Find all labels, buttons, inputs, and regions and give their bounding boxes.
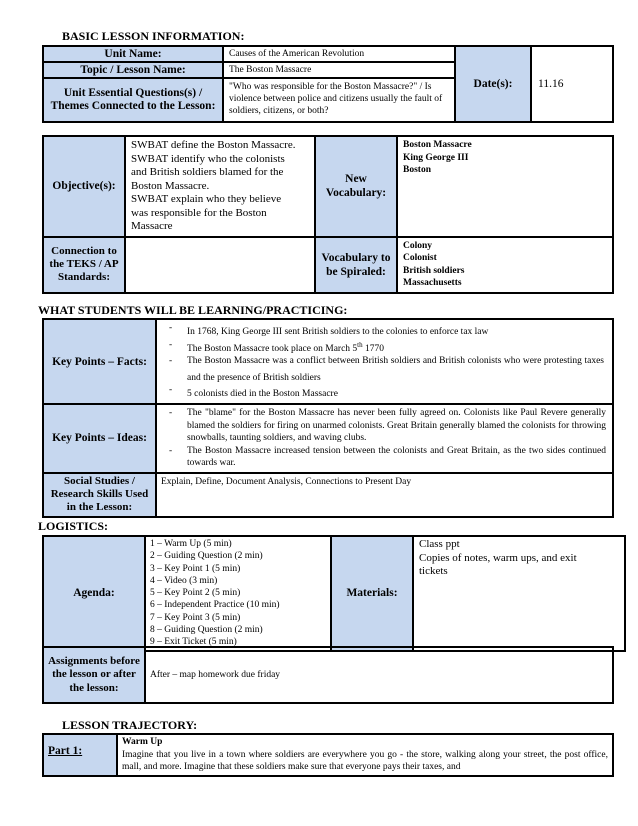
agenda-label: Agenda: (43, 536, 145, 651)
topic-value: The Boston Massacre (223, 62, 455, 78)
basic-info-table (42, 45, 614, 123)
skills-label: Social Studies / Research Skills Used in the Lesson: (43, 473, 156, 517)
fact-item: - 5 colonists died in the Boston Massacre (187, 384, 604, 401)
objective-line: SWBAT identify who the colonists (131, 152, 285, 165)
agenda-list (145, 536, 331, 651)
fact-item: - In 1768, King George III sent British soldiers to the colonies to enforce tax law (187, 322, 604, 339)
objective-line: and British soldiers blamed for the (131, 166, 284, 178)
part-1-content (117, 734, 613, 776)
topic-label: Topic / Lesson Name: (43, 62, 223, 78)
learning-heading: WHAT STUDENTS WILL BE LEARNING/PRACTICING: (38, 303, 348, 317)
objective-line: Massacre (131, 220, 173, 232)
materials-line: Class ppt (419, 538, 460, 550)
objective-line: SWBAT explain who they believe (131, 193, 282, 205)
part-1-label: Part 1: (48, 745, 83, 757)
agenda-item: 7 – Key Point 3 (5 min) (150, 612, 241, 623)
date-label: Date(s): (455, 46, 531, 122)
vocab-item: King George III (403, 152, 469, 163)
fact-item: - The Boston Massacre was a conflict between British soldiers and British colonists who were protesting taxes and the presence of British soldiers (187, 355, 604, 384)
materials-line: tickets (419, 565, 448, 577)
objective-line: SWBAT define the Boston Massacre. (131, 139, 296, 151)
teks-value (125, 237, 315, 293)
assignments-table (42, 646, 614, 704)
objective-label: Objective(s): (43, 136, 125, 237)
agenda-item: 3 – Key Point 1 (5 min) (150, 563, 241, 574)
date-value: 11.16 (531, 46, 613, 122)
agenda-item: 9 – Exit Ticket (5 min) (150, 637, 237, 648)
agenda-item: 2 – Guiding Question (2 min) (150, 551, 263, 562)
warm-up-text: Imagine that you live in a town where soldiers are everywhere you go - the store, walking along your street, the post office, mall, and more. Imagine that these soldiers make sure that everyone pays their taxes, and (122, 749, 608, 772)
new-vocab-label: New Vocabulary: (315, 136, 397, 237)
objective-line: was responsible for the Boston (131, 206, 267, 219)
basic-info-heading: BASIC LESSON INFORMATION: (62, 29, 245, 43)
facts-label: Key Points – Facts: (43, 319, 156, 404)
agenda-item: 5 – Key Point 2 (5 min) (150, 588, 241, 599)
learning-table (42, 318, 614, 518)
agenda-table (42, 535, 626, 652)
logistics-heading: LOGISTICS: (38, 519, 109, 533)
warm-up-title: Warm Up (122, 737, 163, 747)
vocab-item: Boston Massacre (403, 140, 472, 150)
vocab-item: Massachusetts (403, 278, 462, 288)
essential-questions-label: Unit Essential Questions(s) / Themes Connected to the Lesson: (43, 78, 223, 122)
part-1-cell (43, 734, 117, 776)
agenda-item: 4 – Video (3 min) (150, 575, 218, 586)
new-vocab-list (397, 136, 613, 237)
unit-name-value: Causes of the American Revolution (223, 46, 455, 62)
idea-item: - The "blame" for the Boston Massacre has never been fully agreed on. Colonists like Paul Revere generally blamed the soldiers for firing on unarmed colonists. Great Britain generally blamed the colonists for throwing snowballs, taunting soldiers, and waving clubs. (187, 407, 606, 445)
spiraled-vocab-label: Vocabulary to be Spiraled: (315, 237, 397, 293)
assignments-value: After – map homework due friday (145, 647, 613, 703)
materials-line: Copies of notes, warm ups, and exit (419, 551, 577, 564)
trajectory-heading: LESSON TRAJECTORY: (62, 718, 198, 732)
skills-value: Explain, Define, Document Analysis, Connections to Present Day (156, 473, 613, 517)
materials-label: Materials: (331, 536, 413, 651)
ideas-cell (156, 404, 613, 473)
ideas-label: Key Points – Ideas: (43, 404, 156, 473)
facts-list (161, 322, 604, 401)
essential-questions-value: "Who was responsible for the Boston Massacre?" / Is violence between police and citizens usually the fault of soldiers, citizens, or both? (223, 78, 455, 122)
idea-item: - The Boston Massacre increased tension between the colonists and Great Britain, as the two sides continued towards war. (187, 445, 606, 470)
vocab-item: British soldiers (403, 265, 465, 276)
vocab-item: Colonist (403, 253, 437, 263)
objective-list (125, 136, 315, 237)
vocab-item: Colony (403, 240, 433, 251)
agenda-item: 6 – Independent Practice (10 min) (150, 600, 280, 611)
assignments-label: Assignments before the lesson or after the lesson: (43, 647, 145, 703)
objectives-table (42, 135, 614, 294)
agenda-item: 1 – Warm Up (5 min) (150, 539, 232, 549)
teks-label: Connection to the TEKS / AP Standards: (43, 237, 125, 293)
materials-list (413, 536, 625, 651)
objective-line: Boston Massacre. (131, 179, 210, 192)
fact-item: - The Boston Massacre took place on March 5th 1770 (187, 339, 604, 356)
trajectory-table (42, 733, 614, 777)
vocab-item: Boston (403, 165, 431, 175)
unit-name-label: Unit Name: (43, 46, 223, 62)
ideas-list (161, 407, 606, 470)
agenda-item: 8 – Guiding Question (2 min) (150, 625, 263, 636)
spiraled-vocab-list (397, 237, 613, 293)
facts-cell (156, 319, 613, 404)
